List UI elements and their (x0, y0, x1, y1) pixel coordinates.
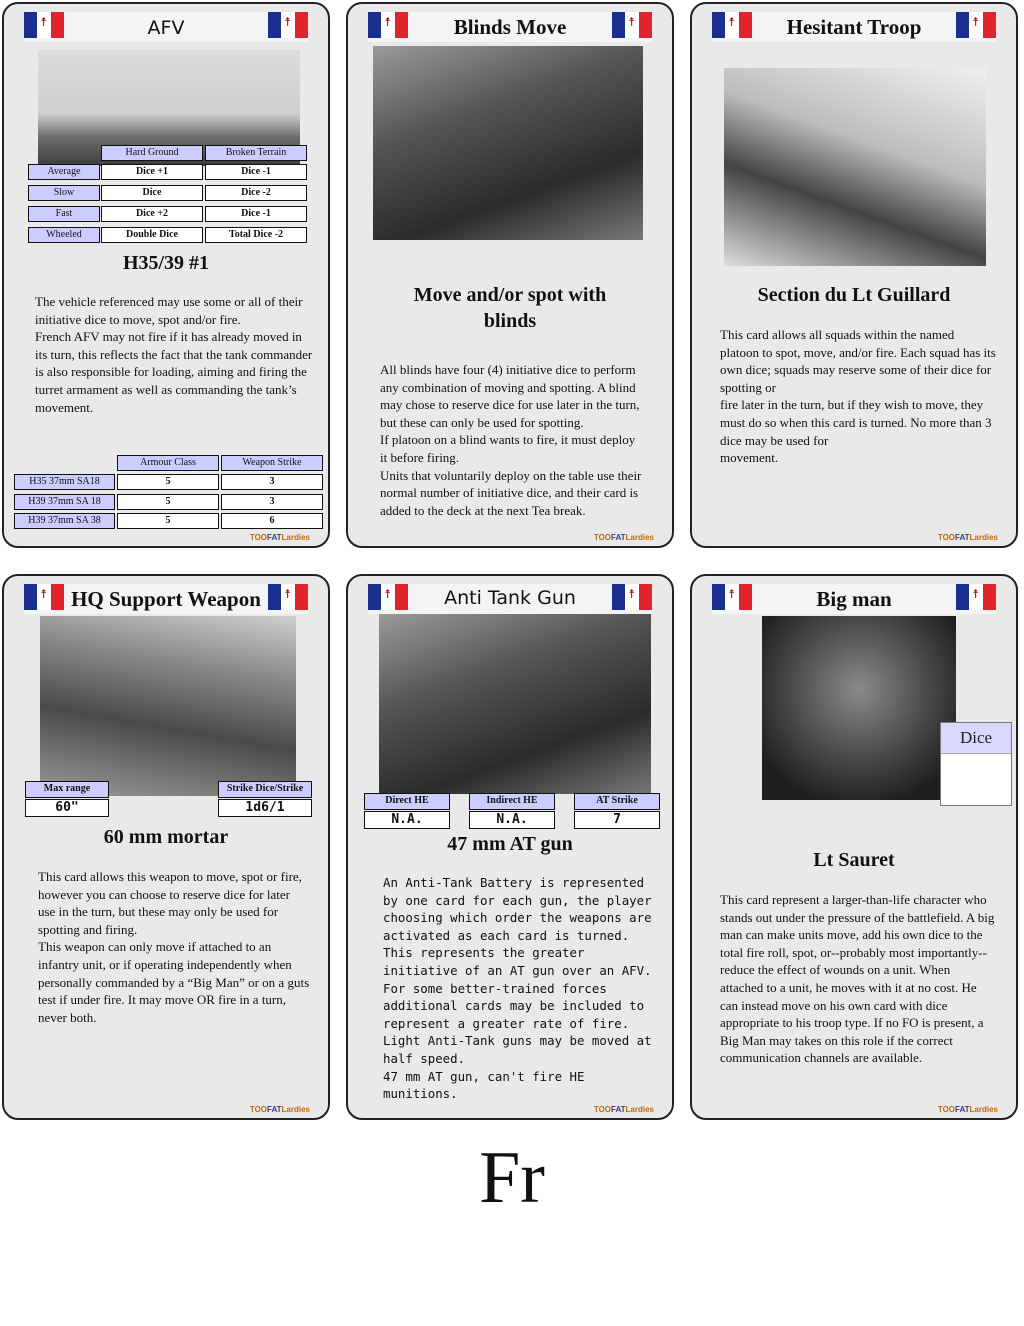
table-cell: 5 (117, 474, 219, 490)
french-flag-icon: ☨ (612, 584, 652, 610)
card-rules-text: The vehicle referenced may use some or all of their initiative dice to move, spot and/or fire. French AFV may not fire if it has already moved in its turn, this reflects the fact that the tank commander is also responsible for loading, aiming and firing the turret armament as well as commanding the tank’s movement. (35, 294, 313, 415)
mortar-crew-photo (40, 616, 296, 796)
card-subtitle: Lt Sauret (813, 849, 895, 871)
french-flag-icon: ☨ (368, 12, 408, 38)
french-flag-icon: ☨ (368, 584, 408, 610)
stat-value-at-strike: 7 (574, 811, 660, 829)
stat-label-at-strike: AT Strike (574, 793, 660, 810)
table-cell: Dice +1 (101, 164, 203, 180)
stat-value-strike: 1d6/1 (218, 799, 312, 817)
french-flag-icon: ☨ (268, 12, 308, 38)
card-afv[interactable] (2, 2, 330, 548)
too-fat-lardies-logo: TOOFATLardies (593, 1105, 654, 1114)
card-hesitant-troop[interactable] (690, 2, 1018, 548)
dice-box[interactable] (940, 722, 1012, 806)
table-row-label: H39 37mm SA 18 (14, 494, 115, 510)
table-cell: 5 (117, 513, 219, 529)
stat-value-max-range: 60" (25, 799, 109, 817)
too-fat-lardies-logo: TOOFATLardies (937, 1105, 998, 1114)
table-cell: Dice +2 (101, 206, 203, 222)
table-cell: Dice -2 (205, 185, 307, 201)
french-flag-icon: ☨ (24, 584, 64, 610)
table-row-label: Fast (28, 206, 100, 222)
table-cell: Dice -1 (205, 164, 307, 180)
french-flag-icon: ☨ (712, 584, 752, 610)
card-rules-text: An Anti-Tank Battery is represented by one card for each gun, the player choosing which order the weapons are activated as each card is turned. This represents the greater initiative of an AT gun over an AFV. For some better-trained forces additional cards may be included to represent a greater rate of fire. Light Anti-Tank guns may be moved at half speed. 47 mm AT gun, can't fire HE munitions. (383, 875, 652, 1102)
french-flag-icon: ☨ (268, 584, 308, 610)
stat-label-max-range: Max range (25, 781, 109, 798)
card-hq-support-weapon[interactable] (2, 574, 330, 1120)
card-subtitle: H35/39 #1 (122, 252, 210, 274)
french-flag-icon: ☨ (956, 584, 996, 610)
french-flag-icon: ☨ (712, 12, 752, 38)
stat-label-direct-he: Direct HE (364, 793, 450, 810)
table-row-label: H39 37mm SA 38 (14, 513, 115, 529)
stat-label-indirect-he: Indirect HE (469, 793, 555, 810)
faction-label: Fr (479, 1137, 545, 1219)
table-cell: Dice -1 (205, 206, 307, 222)
card-subtitle: 47 mm AT gun (447, 833, 573, 855)
french-flag-icon: ☨ (612, 12, 652, 38)
card-title: Anti Tank Gun (444, 587, 576, 609)
card-title: Hesitant Troop (786, 15, 922, 39)
dice-box-label: Dice (941, 723, 1011, 754)
table-cell: Double Dice (101, 227, 203, 243)
stat-value-direct-he: N.A. (364, 811, 450, 829)
too-fat-lardies-logo: TOOFATLardies (249, 1105, 310, 1114)
table-cell: 6 (221, 513, 323, 529)
table-cell: 3 (221, 494, 323, 510)
card-subtitle: Move and/or spot with blinds (413, 284, 607, 332)
card-title: Big man (816, 587, 892, 611)
french-flag-icon: ☨ (24, 12, 64, 38)
table-row-label: H35 37mm SA18 (14, 474, 115, 490)
card-title: AFV (147, 17, 185, 39)
card-big-man[interactable] (690, 574, 1018, 1120)
table-header-weapon-strike: Weapon Strike (221, 455, 323, 471)
too-fat-lardies-logo: TOOFATLardies (593, 533, 654, 542)
french-flag-icon: ☨ (956, 12, 996, 38)
card-title: Blinds Move (453, 15, 567, 39)
marching-soldiers-photo (373, 46, 643, 240)
at-gun-crew-photo (379, 614, 651, 794)
table-row-label: Slow (28, 185, 100, 201)
table-header-hard-ground: Hard Ground (101, 145, 203, 161)
card-blinds-move[interactable] (346, 2, 674, 548)
too-fat-lardies-logo: TOOFATLardies (937, 533, 998, 542)
table-row-label: Average (28, 164, 100, 180)
stat-label-strike: Strike Dice/Strike (218, 781, 312, 798)
card-anti-tank-gun[interactable] (346, 574, 674, 1120)
card-subtitle: Section du Lt Guillard (757, 284, 951, 306)
table-row-label: Wheeled (28, 227, 100, 243)
table-cell: 3 (221, 474, 323, 490)
table-cell: Total Dice -2 (205, 227, 307, 243)
too-fat-lardies-logo: TOOFATLardies (249, 533, 310, 542)
soldier-in-snow-photo (724, 68, 986, 266)
officer-portrait-photo (762, 616, 956, 800)
card-rules-text: This card allows all squads within the named platoon to spot, move, and/or fire. Each squad has its own dice; squads may reserve some of their dice for spotting or fire later in the turn, but if they wish to move, they must do so when this card is turned. No more than 3 dice may be used for movement. (720, 327, 996, 466)
card-rules-text: All blinds have four (4) initiative dice to perform any combination of moving and spotting. A blind may chose to reserve dice for use later in the turn, but these can only be used for spotting. If platoon on a blind wants to fire, it must deploy it before firing. Units that voluntarily deploy on the table use their normal number of initiative dice, and their card is added to the deck at the next Tea break. (380, 362, 642, 518)
table-cell: Dice (101, 185, 203, 201)
table-header-broken-terrain: Broken Terrain (205, 145, 307, 161)
card-rules-text: This card represent a larger-than-life character who stands out under the pressure of the battlefield. A big man can make units move, add his own dice to the total fire roll, spot, or--probably most importantly--reduce the effect of wounds on a unit. When attached to a unit, he moves with it at no cost. He can instead move on his own card with dice appropriate to his troop type. If no FO is present, a Big Man may takes on this role if the correct communication channels are available. (720, 892, 995, 1066)
table-header-armour-class: Armour Class (117, 455, 219, 471)
card-rules-text: This card allows this weapon to move, spot or fire, however you can choose to reserve dice for later use in the turn, but these may only be used for spotting and firing. This weapon can only move if attached to an infantry unit, or if operating independently when personally commanded by a “Big Man” or on a guts test if under fire. It may move OR fire in a turn, never both. (38, 869, 310, 1025)
card-title: HQ Support Weapon (71, 587, 261, 611)
stat-value-indirect-he: N.A. (469, 811, 555, 829)
table-cell: 5 (117, 494, 219, 510)
card-subtitle: 60 mm mortar (103, 826, 229, 848)
